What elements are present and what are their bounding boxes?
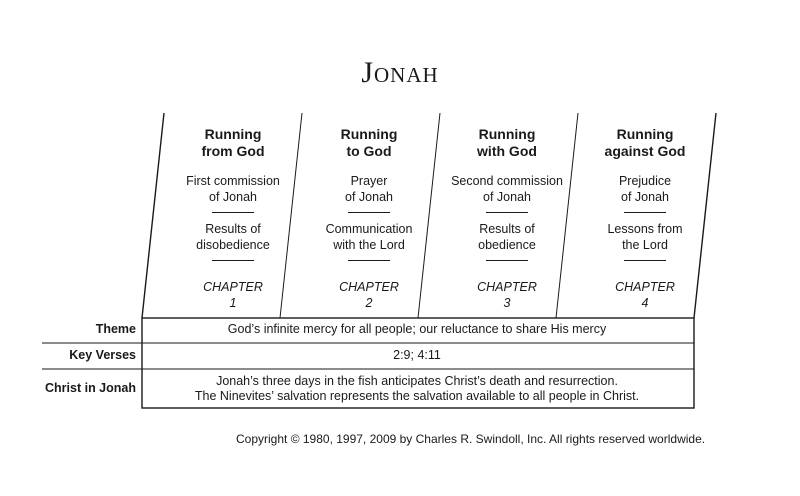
chapter-number: 3 [503,296,511,310]
column-heading: Running to God [340,126,398,159]
chapter-number: 4 [641,296,649,310]
theme-text: God’s infinite mercy for all people; our reluctance to share His mercy [227,322,607,336]
christ-in-jonah-label: Christ in Jonah [45,381,136,395]
column-item: Results of obedience [478,222,536,252]
column-4 [576,126,714,311]
column-item: Communication with the Lord [325,222,413,252]
divider [348,260,390,261]
divider [212,260,254,261]
column-heading: Running from God [201,126,265,159]
divider [624,260,666,261]
column-3 [438,126,576,311]
christ-in-jonah-line-2: The Ninevites’ salvation represents the salvation available to all people in Christ. [194,389,640,403]
chapter-label: CHAPTER [615,280,675,294]
column-item: First commission of Jonah [186,174,280,204]
divider [348,212,390,213]
column-item: Lessons from the Lord [607,222,683,252]
key-verses-label: Key Verses [69,348,136,362]
divider [212,212,254,213]
column-2 [300,126,438,311]
divider [624,212,666,213]
column-1 [164,126,302,311]
column-heading: Running against God [604,126,686,159]
column-item: Second commission of Jonah [451,174,563,204]
key-verses-text: 2:9; 4:11 [393,348,441,362]
chapter-number: 1 [229,296,237,310]
column-item: Prejudice of Jonah [618,174,672,204]
page-title: Jonah [361,56,439,89]
column-heading: Running with God [477,126,537,159]
frame-left-border [142,113,164,318]
copyright-notice: Copyright © 1980, 1997, 2009 by Charles R. Swindoll, Inc. All rights reserved worldwide. [236,432,706,446]
chapter-label: CHAPTER [339,280,399,294]
theme-label: Theme [95,322,136,336]
divider [486,212,528,213]
column-item: Prayer of Jonah [345,174,393,204]
chapter-label: CHAPTER [203,280,263,294]
column-item: Results of disobedience [196,222,270,252]
christ-in-jonah-line-1: Jonah’s three days in the fish anticipates Christ’s death and resurrection. [216,374,618,388]
chapter-label: CHAPTER [477,280,537,294]
chapter-number: 2 [365,296,373,310]
divider [486,260,528,261]
